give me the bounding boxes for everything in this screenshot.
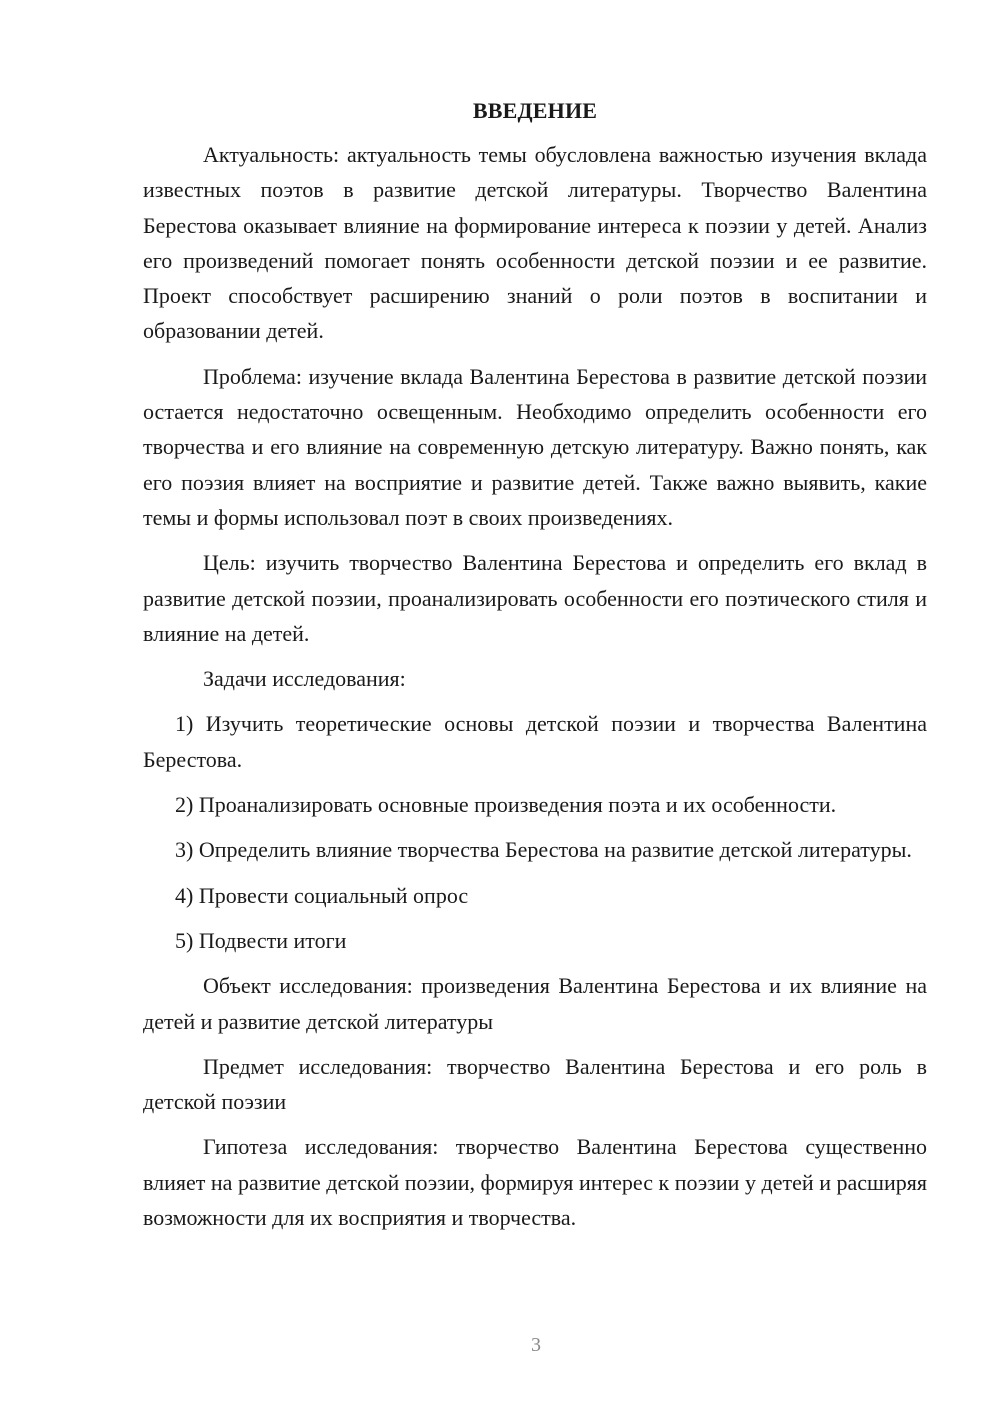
document-body (143, 93, 927, 1245)
object-paragraph: Объект исследования: произведения Валентина Берестова и их влияние на детей и развитие детской литературы (143, 973, 927, 1034)
task-item-4: 4) Провести социальный опрос (175, 882, 469, 908)
subject-paragraph: Предмет исследования: творчество Валентина Берестова и его роль в детской поэзии (143, 1053, 927, 1115)
task-item-5: 5) Подвести итоги (175, 927, 347, 953)
task-item-1: 1) Изучить теоретические основы детской поэзии и творчества Валентина Берестова. (143, 711, 927, 772)
page-number: 3 (531, 1334, 541, 1356)
page-heading: ВВЕДЕНИЕ (472, 98, 598, 123)
problem-paragraph: Проблема: изучение вклада Валентина Берестова в развитие детской поэзии остается недостаточно освещенным. Необходимо определить особенности его творчества и его влияние на современную детскую литературу. Важно понять, как его поэзия влияет на восприятие и развитие детей. Также важно выявить, какие темы и формы использовал поэт в своих произведениях. (143, 363, 927, 530)
relevance-paragraph: Актуальность: актуальность темы обусловлена важностью изучения вклада известных поэтов в развитие детской литературы. Творчество Валентина Берестова оказывает влияние на формирование интереса к поэзии у детей. Анализ его произведений помогает понять особенности детской поэзии и ее развитие. Проект способствует расширению знаний о роли поэтов в воспитании и образовании детей. (143, 142, 927, 344)
goal-paragraph: Цель: изучить творчество Валентина Берестова и определить его вклад в развитие детской поэзии, проанализировать особенности его поэтического стиля и влияние на детей. (143, 550, 927, 646)
task-item-3: 3) Определить влияние творчества Берестова на развитие детской литературы. (175, 837, 912, 863)
tasks-title: Задачи исследования: (203, 666, 406, 692)
task-item-2: 2) Проанализировать основные произведения поэта и их особенности. (175, 792, 837, 818)
hypothesis-paragraph: Гипотеза исследования: творчество Валентина Берестова существенно влияет на развитие детской поэзии, формируя интерес к поэзии у детей и расширяя возможности для их восприятия и творчества. (143, 1134, 927, 1231)
